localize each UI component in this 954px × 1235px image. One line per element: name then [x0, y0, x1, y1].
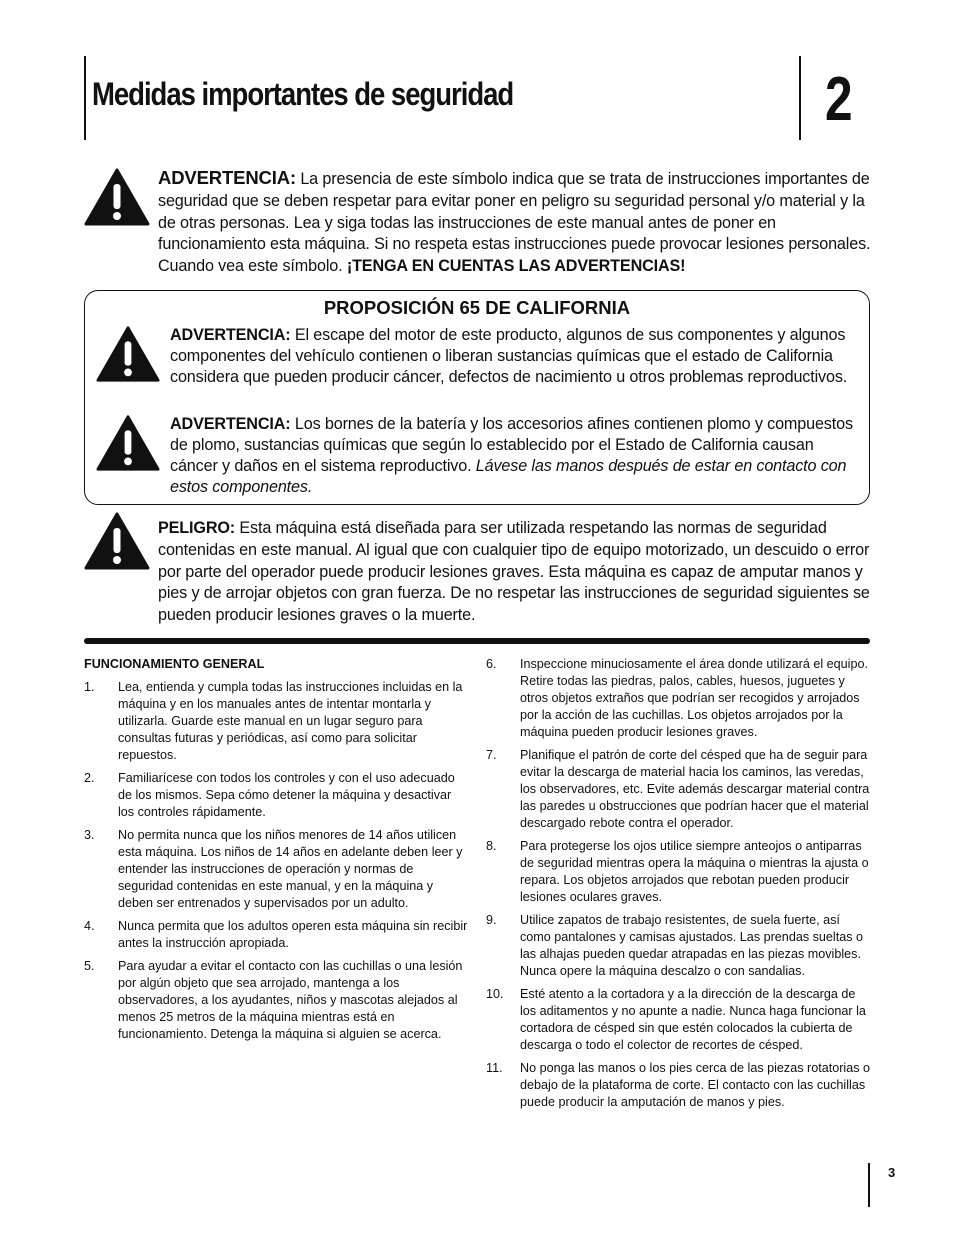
- list-item: 7. Planifique el patrón de corte del césped que ha de seguir para evitar la descarga de material hacia los caminos, las veredas, los observadores, etc. Evite además descargar material contra las paredes u obstrucciones que podrían hacer que el material descargado rebote contra el operador.: [486, 748, 870, 830]
- chapter-number: 2: [825, 65, 853, 134]
- page-title: Medidas importantes de seguridad: [92, 76, 514, 112]
- list-item: 2. Familiarícese con todos los controles y con el uso adecuado de los mismos. Sepa cómo detener la máquina y desactivar los controles rápidamente.: [84, 771, 455, 819]
- list-item: 4. Nunca permita que los adultos operen esta máquina sin recibir antes la instrucción apropiada.: [84, 919, 468, 950]
- warning-triangle-icon: [96, 414, 160, 472]
- warning-paragraph: [158, 167, 872, 278]
- warning-text: La presencia de este símbolo indica que se trata de instrucciones importantes de seguridad que se deben respetar para evitar poner en peligro su seguridad personal y/o material y la de otras personas. Lea y siga todas las instrucciones de este manual antes de poner en funcionamiento esta máquina. Si no respeta estas instrucciones puede provocar lesiones personales. Cuando vea este símbolo.: [158, 170, 871, 276]
- danger-label: PELIGRO:: [158, 519, 236, 537]
- warning-label: ADVERTENCIA:: [158, 167, 296, 188]
- prop65-warning-2: [170, 414, 860, 498]
- section-heading: FUNCIONAMIENTO GENERAL: [84, 657, 265, 671]
- chapter-rule: [799, 56, 801, 140]
- list-item: 9. Utilice zapatos de trabajo resistentes, de suela fuerte, así como pantalones y camisas ajustados. Las prendas sueltas o las alhajas pueden quedar atrapadas en las piezas movibles. Nunca opere la máquina descalzo o con sandalias.: [486, 913, 864, 978]
- warning-emphasis: ¡TENGA EN CUENTAS LAS ADVERTENCIAS!: [346, 257, 686, 276]
- danger-paragraph: [158, 518, 874, 627]
- prop65-warning-2-text: Los bornes de la batería y los accesorios afines contienen plomo y compuestos de plomo, sustancias químicas que según lo establecido por el Estado de California causan cáncer y daños en el sistema reproductivo.: [170, 415, 853, 475]
- danger-text: Esta máquina está diseñada para ser utilizada respetando las normas de seguridad contenidas en este manual. Al igual que con cualquier tipo de equipo motorizado, un descuido o error por parte del operador puede producir lesiones graves. Esta máquina es capaz de amputar manos y pies y de arrojar objetos con gran fuerza. De no respetar las instrucciones de seguridad siguientes se pueden producir lesiones graves o la muerte.: [158, 519, 870, 625]
- list-item: 11. No ponga las manos o los pies cerca de las piezas rotatorias o debajo de la plataforma de corte. El contacto con las cuchillas puede producir la amputación de manos y pies.: [486, 1061, 871, 1109]
- danger-triangle-icon: [84, 512, 150, 570]
- page-number-rule: [868, 1163, 870, 1207]
- list-item: 10. Esté atento a la cortadora y a la dirección de la descarga de los aditamentos y no apunte a nadie. Nunca haga funcionar la cortadora de césped sin que estén colocados la cubierta de descarga o todo el colector de recortes de césped.: [486, 987, 866, 1052]
- prop65-warning-2-label: ADVERTENCIA:: [170, 415, 291, 433]
- warning-triangle-icon: [84, 168, 150, 226]
- prop65-warning-1-text: El escape del motor de este producto, algunos de sus componentes y algunos componentes del vehículo contienen o liberan sustancias químicas que el estado de California considera que pueden producir cáncer, defectos de nacimiento u otros problemas reproductivos.: [170, 326, 848, 386]
- prop65-warning-2-italic: Lávese las manos después de estar en contacto con estos componentes.: [170, 457, 847, 496]
- prop65-warning-1-label: ADVERTENCIA:: [170, 326, 291, 344]
- list-item: 6. Inspeccione minuciosamente el área donde utilizará el equipo. Retire todas las piedras, palos, cables, huesos, juguetes y otros objetos extraños que podrían ser recogidos y arrojados por la acción de las cuchillas. Los objetos arrojados por la máquina pueden producir lesiones graves.: [486, 657, 868, 739]
- right-column: [486, 656, 872, 1117]
- list-item: 3. No permita nunca que los niños menores de 14 años utilicen esta máquina. Los niños de 14 años en adelante deben leer y entender las instrucciones de operación y normas de seguridad contenidas en este manual, y en la máquina y deben ser entrenados y supervisados por un adulto.: [84, 828, 463, 910]
- left-column: [84, 656, 468, 1049]
- section-divider: [84, 638, 870, 644]
- list-item: 8. Para protegerse los ojos utilice siempre anteojos o antiparras de seguridad mientras opera la máquina o mientras la ajusta o repara. Los objetos arrojados que rebotan pueden producir lesiones oculares graves.: [486, 839, 869, 904]
- title-rule: [84, 56, 86, 140]
- warning-triangle-icon: [96, 325, 160, 383]
- prop65-warning-1: [170, 325, 860, 388]
- page-number: 3: [888, 1165, 896, 1180]
- list-item: 5. Para ayudar a evitar el contacto con las cuchillas o una lesión por algún objeto que sea arrojado, mantenga a los observadores, a los ayudantes, niños y mascotas alejados al menos 25 metros de la máquina mientras está en funcionamiento. Detenga la máquina si alguien se acerca.: [84, 959, 463, 1041]
- prop65-title: PROPOSICIÓN 65 DE CALIFORNIA: [323, 297, 631, 318]
- list-item: 1. Lea, entienda y cumpla todas las instrucciones incluidas en la máquina y en los manuales antes de intentar montarla y utilizarla. Guarde este manual en un lugar seguro para consultas futuras y periódicas, así como para solicitar repuestos.: [84, 680, 463, 762]
